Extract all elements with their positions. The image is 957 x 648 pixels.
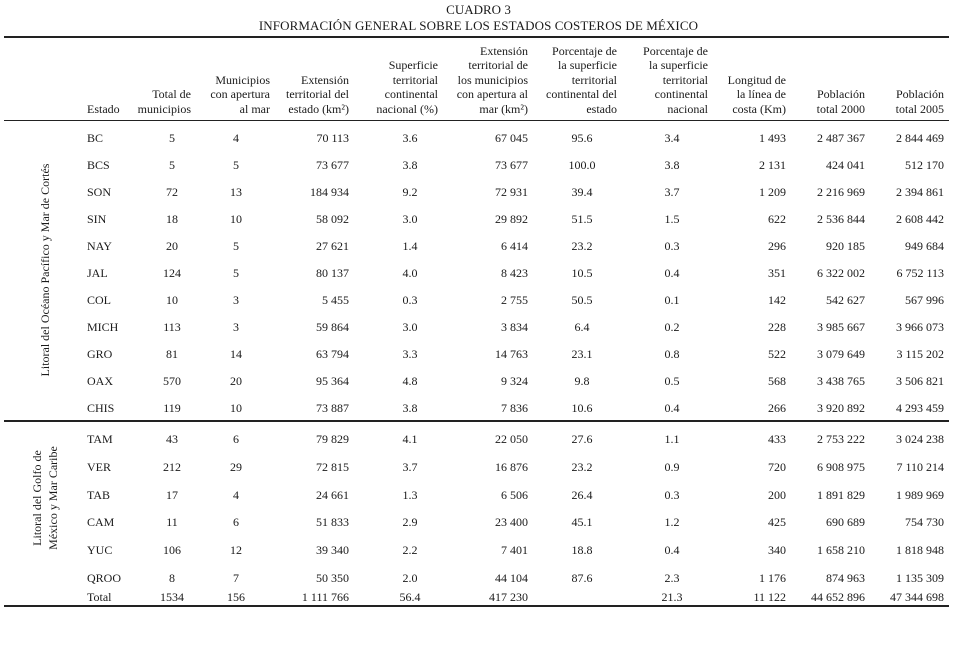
table-cell: 29: [230, 459, 242, 474]
table-cell: 12: [230, 543, 242, 558]
region-label-line: Litoral del Océano Pacífico y Mar de Cortés: [38, 163, 52, 377]
column-header-line: la línea de: [736, 87, 786, 101]
state-code-cell: Total: [87, 590, 112, 604]
table-cell: 2 755: [501, 293, 528, 307]
table-cell: 119: [163, 401, 181, 415]
table-cell: 7: [233, 571, 239, 585]
table-cell: 21.3: [661, 590, 683, 604]
table-cell: 56.4: [399, 590, 421, 604]
table-cell: 6 908 975: [817, 459, 865, 474]
table-cell: 512 170: [905, 158, 944, 172]
table-cell: 2 394 861: [896, 185, 944, 199]
table-cell: 20: [230, 374, 242, 388]
table-cell: 73 887: [316, 401, 349, 415]
table-cell: 100.0: [568, 158, 596, 172]
table-cell: 142: [768, 293, 786, 307]
table-cell: 568: [768, 374, 786, 388]
column-header-line: al mar: [239, 101, 270, 116]
gulf-region-label: [29, 348, 61, 648]
table-cell: 1 111 766: [301, 590, 349, 604]
state-code-cell: VER: [87, 459, 111, 474]
table-cell: 3.7: [664, 185, 680, 199]
table-cell: 45.1: [571, 515, 593, 530]
table-cell: 67 045: [495, 131, 528, 145]
column-header-line: Longitud de: [727, 72, 786, 87]
table-cell: 3.8: [664, 158, 680, 172]
column-header-line: Superficie: [388, 58, 438, 72]
table-cell: 1 176: [759, 571, 786, 585]
table-cell: 3.6: [402, 131, 418, 145]
table-cell: 184 934: [310, 185, 349, 199]
table-cell: 79 829: [316, 432, 349, 446]
table-cell: 6.4: [574, 320, 590, 334]
column-header-line: Estado: [87, 101, 120, 116]
state-code-cell: NAY: [87, 239, 112, 253]
table-cell: 11: [166, 515, 178, 530]
column-header-line: continental: [384, 87, 438, 101]
table-cell: 1 658 210: [817, 543, 865, 558]
table-cell: 622: [768, 212, 786, 226]
table-cell: 6: [233, 432, 239, 446]
table-cell: 24 661: [316, 487, 349, 502]
table-caption: INFORMACIÓN GENERAL SOBRE LOS ESTADOS COSTEROS DE MÉXICO: [258, 18, 699, 33]
table-cell: 690 689: [826, 515, 865, 530]
table-cell: 43: [166, 432, 178, 446]
state-code-cell: COL: [87, 293, 111, 307]
table-cell: 2 536 844: [817, 212, 865, 226]
table-cell: 9.8: [574, 374, 590, 388]
table-cell: 26.4: [571, 487, 593, 502]
table-cell: 424 041: [826, 158, 865, 172]
table-cell: 72 931: [495, 185, 528, 199]
table-cell: 22 050: [495, 432, 528, 446]
table-cell: 156: [227, 590, 245, 604]
table-cell: 44 104: [495, 571, 528, 585]
table-cell: 296: [768, 239, 786, 253]
table-cell: 50.5: [571, 293, 593, 307]
table-cell: 3.7: [402, 459, 418, 474]
state-code-cell: CAM: [87, 515, 115, 530]
table-cell: 0.3: [664, 487, 680, 502]
top-rule: [4, 36, 949, 38]
table-cell: 5: [233, 158, 239, 172]
table-cell: 20: [166, 239, 178, 253]
column-header-line: continental: [654, 87, 708, 101]
table-cell: 16 876: [495, 459, 528, 474]
table-cell: 10.6: [571, 401, 593, 415]
table-cell: 3 985 667: [817, 320, 865, 334]
column-header-line: con apertura al: [456, 87, 528, 101]
state-code-cell: QROO: [87, 571, 122, 585]
table-cell: 570: [163, 374, 181, 388]
column-header-line: territorial: [392, 72, 438, 87]
table-cell: 51.5: [571, 212, 593, 226]
table-cell: 6 752 113: [896, 266, 944, 280]
column-header-line: total 2005: [895, 101, 944, 116]
table-cell: 1 135 309: [896, 571, 944, 585]
table-cell: 50 350: [316, 571, 349, 585]
column-header-line: estado: [586, 101, 617, 116]
table-cell: 567 996: [905, 293, 944, 307]
table-cell: 1 989 969: [896, 487, 944, 502]
table-cell: 3 506 821: [896, 374, 944, 388]
table-cell: 1.1: [664, 432, 680, 446]
table-cell: 3: [233, 293, 239, 307]
table-cell: 200: [768, 487, 786, 502]
table-cell: 0.9: [664, 459, 680, 474]
table-cell: 340: [768, 543, 786, 558]
table-cell: 3: [233, 320, 239, 334]
table-cell: 9 324: [501, 374, 528, 388]
table-cell: 1 209: [759, 185, 786, 199]
table-cell: 13: [230, 185, 242, 199]
column-header-line: continental del: [546, 87, 617, 101]
table-cell: 58 092: [316, 212, 349, 226]
column-header-line: mar (km²): [479, 101, 528, 116]
table-cell: 1534: [160, 590, 184, 604]
column-header-line: total 2000: [816, 101, 865, 116]
table-cell: 754 730: [905, 515, 944, 530]
table-cell: 2.9: [402, 515, 418, 530]
table-cell: 1.2: [664, 515, 680, 530]
table-cell: 1.3: [402, 487, 418, 502]
table-number: CUADRO 3: [446, 2, 511, 17]
table-cell: 3 024 238: [896, 432, 944, 446]
table-cell: 0.4: [664, 266, 680, 280]
table-cell: 874 963: [826, 571, 865, 585]
column-header-line: la superficie: [649, 58, 708, 72]
table-cell: 3.3: [402, 347, 418, 361]
state-code-cell: GRO: [87, 347, 113, 361]
table-cell: 3.8: [402, 401, 418, 415]
table-cell: 27.6: [571, 432, 593, 446]
table-cell: 2 753 222: [817, 432, 865, 446]
column-header-line: la superficie: [558, 58, 617, 72]
column-header-line: con apertura: [210, 87, 270, 101]
state-code-cell: TAB: [87, 487, 111, 502]
column-header-line: Total de: [152, 87, 191, 101]
table-cell: 8 423: [501, 266, 528, 280]
table-cell: 0.4: [664, 401, 680, 415]
column-header-line: Población: [896, 87, 944, 101]
state-code-cell: MICH: [87, 320, 119, 334]
table-cell: 522: [768, 347, 786, 361]
column-header-line: Porcentaje de: [552, 43, 617, 58]
table-cell: 44 652 896: [811, 590, 865, 604]
table-cell: 10: [166, 293, 178, 307]
table-cell: 5 455: [322, 293, 349, 307]
table-cell: 2 216 969: [817, 185, 865, 199]
table-cell: 4.0: [402, 266, 418, 280]
table-cell: 113: [163, 320, 181, 334]
column-header-line: territorial: [662, 72, 708, 87]
table-cell: 433: [768, 432, 786, 446]
column-header-line: territorial: [571, 72, 617, 87]
bottom-rule: [4, 605, 949, 607]
table-cell: 3 115 202: [896, 347, 944, 361]
state-code-cell: YUC: [87, 543, 113, 558]
table-cell: 23.2: [571, 239, 593, 253]
table-cell: 3 834: [501, 320, 528, 334]
table-cell: 5: [233, 239, 239, 253]
table-cell: 228: [768, 320, 786, 334]
table-cell: 81: [166, 347, 178, 361]
column-header-line: nacional: [667, 101, 708, 116]
table-cell: 4: [233, 487, 239, 502]
table-cell: 3.0: [402, 212, 418, 226]
table-cell: 59 864: [316, 320, 349, 334]
table-cell: 4 293 459: [896, 401, 944, 415]
column-header-line: estado (km²): [288, 101, 349, 116]
column-header-line: territorial del: [286, 87, 349, 101]
table-cell: 2.0: [402, 571, 418, 585]
table-cell: 1 891 829: [817, 487, 865, 502]
table-cell: 18.8: [571, 543, 593, 558]
region-label-line: México y Mar Caribe: [46, 446, 60, 550]
table-cell: 80 137: [316, 266, 349, 280]
table-cell: 72 815: [316, 459, 349, 474]
table-cell: 3 438 765: [817, 374, 865, 388]
table-cell: 3 966 073: [896, 320, 944, 334]
table-cell: 10: [230, 212, 242, 226]
state-code-cell: TAM: [87, 432, 113, 446]
table-cell: 2 487 367: [817, 131, 865, 145]
table-cell: 18: [166, 212, 178, 226]
table-cell: 5: [233, 266, 239, 280]
table-cell: 266: [768, 401, 786, 415]
table-cell: 212: [163, 459, 181, 474]
table-cell: 51 833: [316, 515, 349, 530]
table-cell: 7 836: [501, 401, 528, 415]
region-label-line: Litoral del Golfo de: [30, 450, 44, 546]
state-code-cell: SON: [87, 185, 112, 199]
table-cell: 11 122: [753, 590, 786, 604]
table-cell: 73 677: [495, 158, 528, 172]
table-cell: 47 344 698: [890, 590, 944, 604]
table-cell: 4.1: [402, 432, 418, 446]
table-cell: 17: [166, 487, 178, 502]
table-cell: 1 493: [759, 131, 786, 145]
table-cell: 9.2: [402, 185, 418, 199]
state-code-cell: SIN: [87, 212, 107, 226]
table-cell: 0.4: [664, 543, 680, 558]
table-cell: 14: [230, 347, 242, 361]
table-cell: 6 322 002: [817, 266, 865, 280]
table-cell: 3.8: [402, 158, 418, 172]
table-cell: 73 677: [316, 158, 349, 172]
region-divider-rule: [4, 420, 949, 422]
table-cell: 70 113: [316, 131, 349, 145]
table-cell: 417 230: [489, 590, 528, 604]
table-cell: 2 844 469: [896, 131, 944, 145]
table-cell: 2.2: [402, 543, 418, 558]
table-cell: 63 794: [316, 347, 349, 361]
table-cell: 95 364: [316, 374, 349, 388]
table-cell: 6 506: [501, 487, 528, 502]
column-header-line: Extensión: [480, 43, 528, 58]
table-cell: 6 414: [501, 239, 528, 253]
table-cell: 1.5: [664, 212, 680, 226]
table-cell: 0.8: [664, 347, 680, 361]
table-cell: 3.4: [664, 131, 680, 145]
table-cell: 6: [233, 515, 239, 530]
table-cell: 0.3: [402, 293, 418, 307]
table-cell: 0.5: [664, 374, 680, 388]
table-cell: 542 627: [826, 293, 865, 307]
table-cell: 920 185: [826, 239, 865, 253]
table-cell: 27 621: [316, 239, 349, 253]
table-cell: 10.5: [571, 266, 593, 280]
state-code-cell: JAL: [87, 266, 108, 280]
table-cell: 124: [163, 266, 181, 280]
table-cell: 23.2: [571, 459, 593, 474]
table-cell: 4.8: [402, 374, 418, 388]
table-cell: 23.1: [571, 347, 593, 361]
table-cell: 7 401: [501, 543, 528, 558]
column-header-line: nacional (%): [376, 101, 438, 116]
table-cell: 7 110 214: [896, 459, 944, 474]
table-cell: 8: [169, 571, 175, 585]
state-code-cell: CHIS: [87, 401, 115, 415]
table-cell: 106: [163, 543, 181, 558]
table-cell: 39 340: [316, 543, 349, 558]
table-cell: 0.3: [664, 239, 680, 253]
table-cell: 23 400: [495, 515, 528, 530]
table-cell: 3.0: [402, 320, 418, 334]
state-code-cell: OAX: [87, 374, 113, 388]
table-cell: 72: [166, 185, 178, 199]
table-cell: 351: [768, 266, 786, 280]
column-header-line: territorial de: [468, 58, 528, 72]
table-cell: 1 818 948: [896, 543, 944, 558]
column-header-line: Porcentaje de: [643, 43, 708, 58]
table-cell: 39.4: [571, 185, 593, 199]
table-cell: 3 079 649: [817, 347, 865, 361]
column-header-line: costa (Km): [732, 101, 786, 116]
table-cell: 720: [768, 459, 786, 474]
table-cell: 5: [169, 131, 175, 145]
table-cell: 2.3: [664, 571, 680, 585]
column-header-line: municipios: [137, 101, 191, 116]
table-cell: 425: [768, 515, 786, 530]
column-header-line: Extensión: [301, 72, 349, 87]
table-cell: 10: [230, 401, 242, 415]
header-rule: [4, 120, 949, 121]
table-cell: 95.6: [571, 131, 593, 145]
table-cell: 1.4: [402, 239, 418, 253]
table-cell: 4: [233, 131, 239, 145]
table-cell: 14 763: [495, 347, 528, 361]
table-cell: 949 684: [905, 239, 944, 253]
column-header-line: los municipios: [457, 72, 528, 87]
column-header-line: Municipios: [215, 72, 270, 87]
table-cell: 87.6: [571, 571, 593, 585]
table-cell: 5: [169, 158, 175, 172]
table-cell: 0.1: [664, 293, 680, 307]
table-cell: 29 892: [495, 212, 528, 226]
table-cell: 2 608 442: [896, 212, 944, 226]
table-cell: 0.2: [664, 320, 680, 334]
table-cell: 3 920 892: [817, 401, 865, 415]
table-cell: 2 131: [759, 158, 786, 172]
column-header-line: Población: [817, 87, 865, 101]
state-code-cell: BCS: [87, 158, 110, 172]
state-code-cell: BC: [87, 131, 104, 145]
